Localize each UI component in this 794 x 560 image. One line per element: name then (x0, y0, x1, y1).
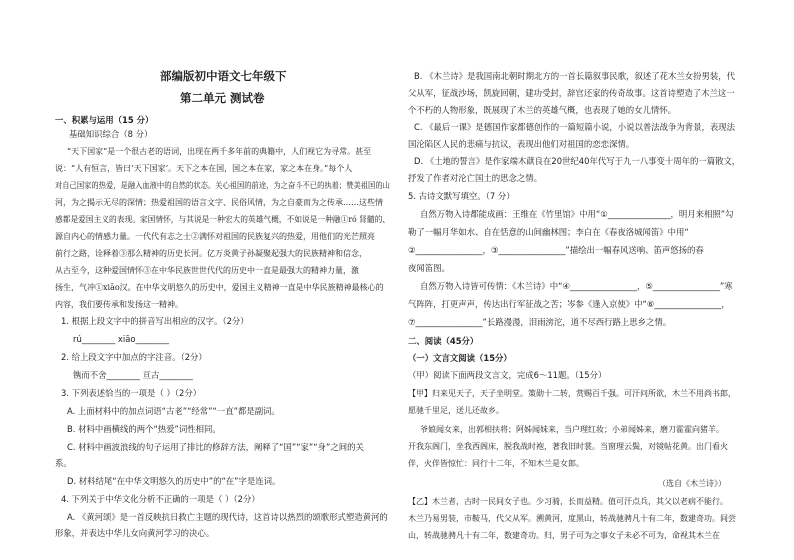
classical-text-line: 愿驰千里足，送儿还故乡。 (408, 406, 504, 415)
question-3: 3. 下列表述恰当的一项是（ ）（2分） (61, 388, 202, 398)
option-a: A. 《黄河颂》是一首反映抗日救亡主题的现代诗，这首诗以热烈的颂歌形式塑造黄河的 (67, 512, 388, 522)
option-c: C. 《最后一课》是德国作家都德创作的一篇短篇小说，小说以普法战争为背景，表现法 (414, 122, 736, 132)
source-citation: （选自《木兰诗》） (658, 479, 726, 488)
section-heading-2: 二、阅读（45分） (408, 336, 479, 346)
passage-line: 内容，我们要传承和发扬这一精神。 (55, 300, 183, 309)
answer-blank-row[interactable]: rú________ xiāo________ (73, 334, 169, 344)
fill-blank-line: 夜闻笛图。 (408, 263, 450, 273)
doc-subtitle: 第二单元 测试卷 (180, 91, 265, 105)
option-d: D. 《土地的誓言》是作家端木蕻良在20世纪40年代写于九一八事变十周年的一篇散文， (414, 156, 741, 166)
question-2: 2. 给上段文字中加点的字注音。（2分） (61, 352, 207, 362)
passage-line: “天下国家”是一个很古老的语词，出现在两千多年前的典籍中，人们视它为寻常。甚至 (67, 147, 372, 156)
classical-text-line: 【甲】归来见天子，天子坐明堂。策勋十二转，赏赐百千强。可汗问所欲，木兰不用尚书郎， (408, 389, 736, 398)
question-5: 5. 古诗文默写填空。（7 分） (408, 191, 515, 201)
classical-text-line: 伴，火伴皆惊忙：同行十二年，不知木兰是女郎。 (408, 459, 584, 468)
classical-text-line: 开我东阁门，坐我西阁床，脱我战时袍，著我旧时裳。当窗理云鬓，对镜帖花黄。出门看火 (408, 442, 728, 451)
fill-blank-line[interactable]: 气阵阵，打更声声，传达出行军征战之苦；岑参《逢入京使》中“⑥________________， (408, 299, 730, 309)
question-1: 1. 根据上段文字中的拼音写出相应的汉字。（2分） (61, 316, 249, 326)
fill-blank-line[interactable]: ⑦________________”长路漫漫，泪雨滂沱，道不尽西行路上思乡之情。 (408, 317, 672, 327)
passage-line: 扬生，气冲①xiāo汉。在中华文明悠久的历史中，爱国主义精神一直是中华民族精神最核心的 (55, 283, 384, 292)
passage-line: 说：“人有恒言，皆曰‘天下国家’。天下之本在国，国之本在家，家之本在身。”每个人 (55, 164, 353, 173)
option-a-cont: 形象，并表达中华儿女向黄河学习的决心。 (55, 528, 215, 538)
option-a: A. 上面材料中的加点词语“古老”“经常”“一直”都是副词。 (67, 406, 280, 416)
classical-text-line: 爷娘闻女来，出郭相扶将；阿姊闻妹来，当户理红妆；小弟闻姊来，磨刀霍霍向猪羊。 (420, 425, 724, 434)
option-b: B. 《木兰诗》是我国南北朝时期北方的一首长篇叙事民歌，叙述了花木兰女扮男装，代 (414, 71, 735, 81)
fill-blank-line[interactable]: 自然万物入诗都能成画：王维在《竹里馆》中用“①_______________，明月来相照”勾 (420, 209, 734, 219)
classical-text-line: 【乙】木兰者，古时一民间女子也。少习骑，长而益精。值可汗点兵，其父以老病不能行。 (408, 497, 728, 506)
option-d-cont: 抒发了作者对沦亡国土的思念之情。 (408, 173, 542, 183)
classical-text-line: 山，转战驰骋凡十有二年，数建奇功。归，男子可为之事女子未必不可为，命视其木兰在 (408, 531, 720, 540)
passage-line: 前行之路，诠释着③那么精神的历史长河。亿万炎黄子孙凝聚起强大的民族精神和信念， (55, 249, 367, 258)
option-c: C. 材料中画波浪线的句子运用了排比的修辞方法，阐释了“国”“家”“身”之间的关 (67, 442, 364, 452)
fill-blank-line[interactable]: 勒了一幅月华如水、自在恬意的山间幽林图；李白在《春夜洛城闻笛》中用“ (408, 227, 689, 237)
subsection-heading: 基础知识综合（8 分） (69, 129, 153, 139)
classical-text-line: 木兰乃易男装，市鞍马，代父从军。溯黄河，度黑山，转战驰骋凡十有二年，数建奇功。间尝 (408, 514, 736, 523)
fill-blank-line[interactable]: ②________________，③________________”描绘出一幅春风送响、笛声悠扬的春 (408, 245, 704, 255)
fill-blank-line[interactable]: 自然万物入诗皆可传情：《木兰诗》中“④________________，⑤________________”寒 (420, 281, 733, 291)
section-heading-1: 一、积累与运用（15 分） (55, 115, 154, 125)
passage-line: 感都是爱国主义的表现。家国情怀，与其说是一种宏大的英雄气概，不如说是一种融①ró 肾髓的、 (55, 215, 391, 224)
passage-line: 从古至今，这种爱国情怀③在中华民族世世代代的历史中一直是最强大的精神力量，激 (55, 266, 359, 275)
option-c-cont: 国沦陷区人民的悲痛与抗议，表现出他们对祖国的恋恋深情。 (408, 139, 635, 149)
doc-title: 部编版初中语文七年级下 (160, 69, 287, 83)
passage-line: 对自己国家的热爱，是融入血液中的自然的状态。关心祖国的前途，为之奋斗不已的执着；赞美祖国的山 (55, 181, 390, 190)
option-c-cont: 系。 (55, 458, 72, 468)
reading-instruction: （甲）阅读下面两段文言文，完成6～11题。（15分） (408, 370, 607, 380)
option-b: B. 材料中画横线的两个“热爱”词性相同。 (67, 424, 221, 434)
passage-line: 源自内心的情感力量。一代代有志之士②满怀对祖国的民族复兴的热爱，用他们的光芒照亮 (55, 232, 375, 241)
option-b-cont: 个不朽的人物形象，既展现了木兰的英雄气概，也表现了她的女儿情怀。 (408, 105, 676, 115)
question-4: 4. 下列关于中华文化分析不正确的一项是（ ）（2分） (61, 494, 260, 504)
option-d: D. 材料结尾“在中华文明悠久的历史中”的“在”字是连词。 (67, 476, 281, 486)
option-b-cont: 父从军，征战沙场，凯旋回朝，建功受封，辞官还家的传奇故事。这首诗塑造了木兰这一 (408, 88, 735, 98)
passage-line: 河，为之揭示无尽的深情；热爱祖国的语言文字、民俗风情，为之自豪而为之传承……这些情 (55, 198, 383, 207)
answer-blank-row[interactable]: 镌而不舍________ 亘古________ (73, 370, 193, 380)
subsection-heading: （一）文言文阅读（15分） (408, 353, 512, 363)
